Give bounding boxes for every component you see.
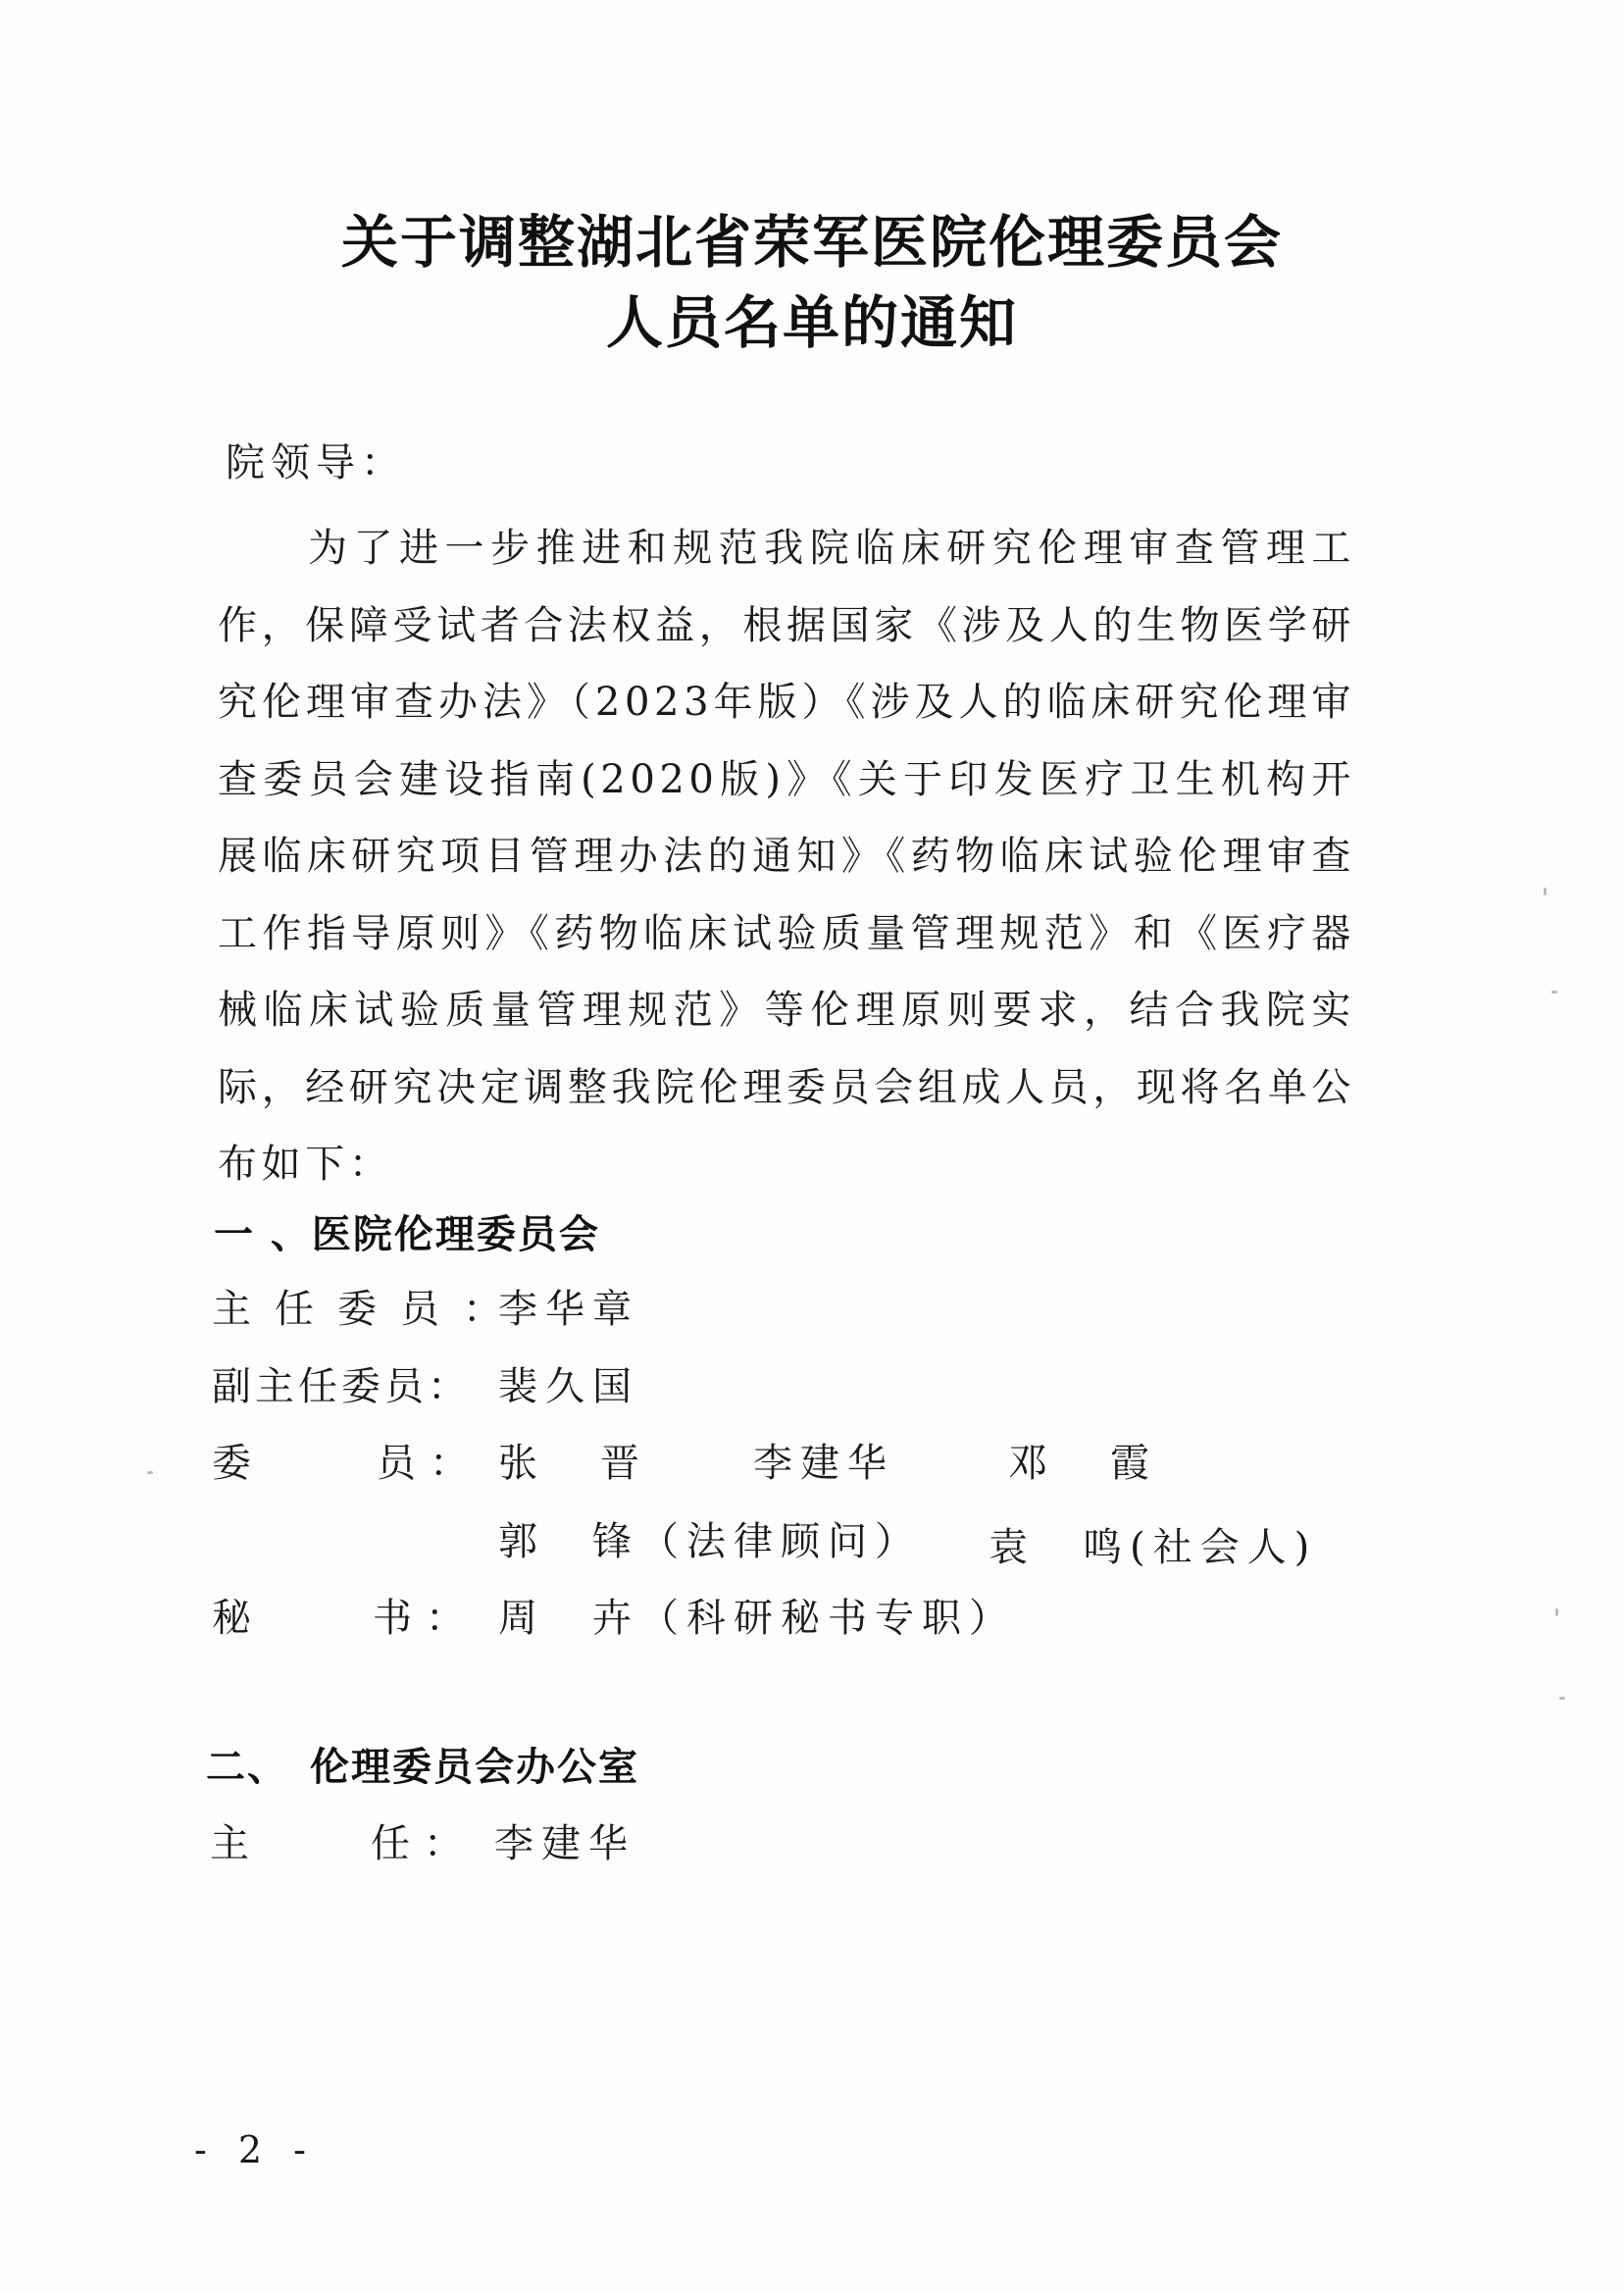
office-director-label-part1: 主: [210, 1821, 257, 1866]
members-label-part2: 员：: [377, 1441, 482, 1486]
member-name: 张 晋: [498, 1441, 651, 1486]
scan-speck: [147, 1471, 153, 1474]
vice-director-label: 副主任委员：: [212, 1364, 471, 1409]
scan-speck: [1559, 1697, 1565, 1700]
office-director-name: 李建华: [494, 1821, 635, 1866]
document-title-line2: 人员名单的通知: [605, 289, 1018, 356]
secretary-label-part1: 秘: [212, 1596, 259, 1641]
member-name: 邓 霞: [1008, 1441, 1161, 1486]
section2-heading: 二、 伦理委员会办公室: [206, 1745, 639, 1790]
page-number: - 2 -: [194, 2128, 317, 2171]
section1-heading: 一 、医院伦理委员会: [214, 1212, 600, 1257]
members-label-part1: 委: [212, 1441, 259, 1486]
director-label: 主任委员：: [212, 1287, 526, 1332]
secretary-name: 周 卉（科研秘书专职）: [498, 1596, 1016, 1641]
member-name: 郭 锋（法律顾问）: [498, 1519, 922, 1564]
member-name: 袁 鸣(社会人): [989, 1525, 1318, 1570]
director-name: 李华章: [498, 1287, 639, 1332]
secretary-label-part2: 书：: [373, 1596, 479, 1641]
scan-speck: [1544, 888, 1547, 895]
salutation: 院领导：: [226, 440, 406, 485]
vice-director-name: 裴久国: [498, 1364, 639, 1409]
body-paragraph: 为了进一步推进和规范我院临床研究伦理审查管理工作，保障受试者合法权益，根据国家《涉及人的生物医学研究伦理审查办法》（2023年版）《涉及人的临床研究伦理审查委员会建设指南(2020版)》《关于印发医疗卫生机构开展临床研究项目管理办法的通知》《药物临床试验伦理审查工作指导原则》《药物临床试验质量管理规范》和《医疗器械临床试验质量管理规范》等伦理原则要求，结合我院实际，经研究决定调整我院伦理委员会组成人员，现将名单公布如下：: [218, 526, 1355, 1187]
scan-speck: [1551, 991, 1557, 994]
document-title-line1: 关于调整湖北省荣军医院伦理委员会: [340, 209, 1283, 276]
scan-speck: [1555, 1608, 1558, 1616]
office-director-label-part2: 任：: [371, 1821, 477, 1866]
member-name: 李建华: [753, 1441, 894, 1486]
